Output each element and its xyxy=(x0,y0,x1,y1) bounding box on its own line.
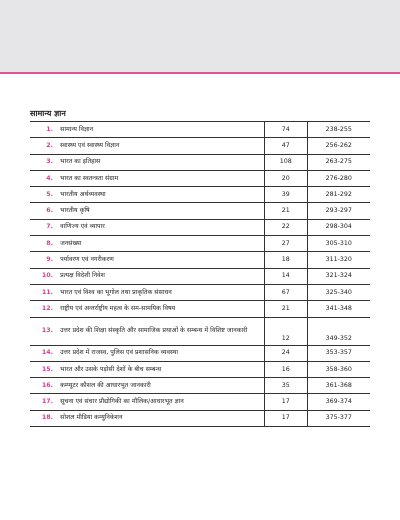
chapter-number: 14. xyxy=(41,349,54,357)
chapter-title: कम्प्यूटर कौशल की आधारभूत जानकारी xyxy=(60,381,151,389)
question-count: 16 xyxy=(264,361,307,377)
chapter-number: 15. xyxy=(41,365,54,373)
page-range: 358-360 xyxy=(307,361,370,377)
question-count: 20 xyxy=(264,170,307,186)
chapter-title: सामान्य विज्ञान xyxy=(60,125,94,133)
page-range: 341-348 xyxy=(307,301,370,317)
page-range: 305-310 xyxy=(307,236,370,252)
chapter-title: सूचना एवं संचार प्रौद्योगिकी का मौलिक/आधारभूत ज्ञान xyxy=(60,398,184,406)
chapter-title: भारत एवं विश्व का भूगोल तथा प्राकृतिक संसाधन xyxy=(60,288,172,296)
page-range: 353-357 xyxy=(307,345,370,361)
page-range: 276-280 xyxy=(307,170,370,186)
page-range: 325-340 xyxy=(307,284,370,300)
table-row xyxy=(30,361,370,377)
question-count: 18 xyxy=(264,252,307,268)
chapter-title: भारत का इतिहास xyxy=(60,158,101,166)
table-row xyxy=(30,268,370,284)
question-count: 74 xyxy=(264,122,307,138)
table-row xyxy=(30,378,370,394)
chapter-number: 8. xyxy=(46,239,54,247)
chapter-number: 10. xyxy=(41,272,54,280)
chapter-title: जनसंख्या xyxy=(60,239,82,247)
chapter-number: 7. xyxy=(46,223,54,231)
page-range: 238-255 xyxy=(307,122,370,138)
chapter-number: 3. xyxy=(46,158,54,166)
chapter-title: प्रत्यक्ष विदेशी निवेश xyxy=(60,272,105,280)
table-row xyxy=(30,122,370,138)
page-range: 298-304 xyxy=(307,219,370,235)
chapter-number: 5. xyxy=(46,190,54,198)
page-range: 361-368 xyxy=(307,378,370,394)
question-count: 22 xyxy=(264,219,307,235)
page-range: 281-292 xyxy=(307,187,370,203)
question-count: 108 xyxy=(264,154,307,170)
page-range: 369-374 xyxy=(307,394,370,410)
page-range: 256-262 xyxy=(307,138,370,154)
page-range: 293-297 xyxy=(307,203,370,219)
chapter-number: 2. xyxy=(46,141,54,149)
chapter-number: 6. xyxy=(46,207,54,215)
table-row xyxy=(30,170,370,186)
page-range: 349-352 xyxy=(307,317,370,345)
chapter-number: 16. xyxy=(41,381,54,389)
chapter-title: उत्तर प्रदेश की शिक्षा संस्कृति और सामाजिक प्रथाओं के सम्बन्ध में विशिष्ट जानकारी xyxy=(60,327,248,335)
table-row xyxy=(30,219,370,235)
page-range: 321-324 xyxy=(307,268,370,284)
chapter-title: पर्यावरण एवं नगरीकरण xyxy=(60,256,114,264)
table-row xyxy=(30,345,370,361)
chapter-title: उत्तर प्रदेश में राजस्व, पुलिस एवं प्रशासनिक व्यवस्था xyxy=(60,349,178,357)
table-row xyxy=(30,252,370,268)
chapter-number: 11. xyxy=(41,288,54,296)
header-band xyxy=(0,0,400,72)
question-count: 27 xyxy=(264,236,307,252)
table-row xyxy=(30,284,370,300)
header-accent-rule xyxy=(0,72,400,74)
chapter-title: राष्ट्रीय एवं अन्तर्राष्ट्रीय महत्व के सम-सामयिक विषय xyxy=(60,304,176,312)
chapter-title: स्वास्थ्य एवं स्वास्थ्य विज्ञान xyxy=(60,141,120,149)
table-row xyxy=(30,236,370,252)
chapter-title: भारतीय अर्थव्यवस्था xyxy=(60,190,106,198)
table-row xyxy=(30,394,370,410)
contents-table xyxy=(30,121,370,427)
question-count: 12 xyxy=(264,317,307,345)
question-count: 21 xyxy=(264,203,307,219)
page-range: 375-377 xyxy=(307,410,370,426)
section-title: सामान्य ज्ञान xyxy=(30,109,66,118)
chapter-number: 18. xyxy=(41,414,54,422)
question-count: 35 xyxy=(264,378,307,394)
question-count: 21 xyxy=(264,301,307,317)
chapter-number: 9. xyxy=(46,256,54,264)
chapter-number: 13. xyxy=(41,327,54,335)
chapter-number: 12. xyxy=(41,304,54,312)
question-count: 14 xyxy=(264,268,307,284)
table-row xyxy=(30,203,370,219)
chapter-title: वाणिज्य एवं व्यापार xyxy=(60,223,105,231)
chapter-title: सोशल मीडिया कम्युनिकेशन xyxy=(60,414,123,422)
chapter-number: 1. xyxy=(46,125,54,133)
table-row xyxy=(30,154,370,170)
chapter-number: 17. xyxy=(41,398,54,406)
table-row xyxy=(30,301,370,317)
question-count: 67 xyxy=(264,284,307,300)
page-range: 263-275 xyxy=(307,154,370,170)
question-count: 47 xyxy=(264,138,307,154)
table-row xyxy=(30,410,370,426)
chapter-title: भारतीय कृषि xyxy=(60,207,90,215)
table-row xyxy=(30,187,370,203)
question-count: 39 xyxy=(264,187,307,203)
table-row xyxy=(30,317,370,345)
chapter-number: 4. xyxy=(46,174,54,182)
question-count: 17 xyxy=(264,410,307,426)
table-row xyxy=(30,138,370,154)
question-count: 24 xyxy=(264,345,307,361)
question-count: 17 xyxy=(264,394,307,410)
chapter-title: भारत और उसके पड़ोसी देशों के बीच सम्बन्ध xyxy=(60,365,162,373)
page-range: 311-320 xyxy=(307,252,370,268)
chapter-title: भारत का स्वतन्त्रता संग्राम xyxy=(60,174,119,182)
